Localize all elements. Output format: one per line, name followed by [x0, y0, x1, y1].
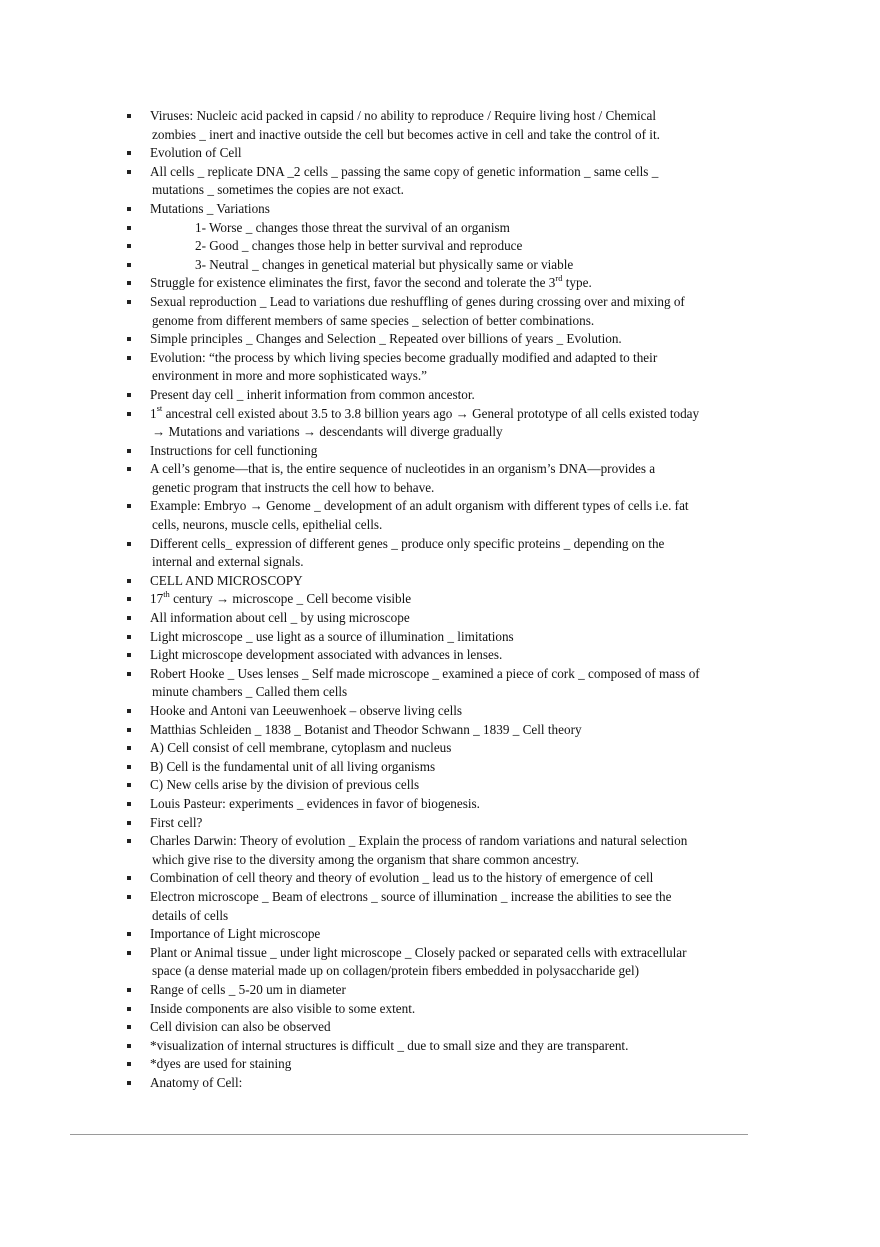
list-item — [127, 739, 757, 758]
list-item-text — [150, 1074, 757, 1093]
list-item-line — [150, 591, 411, 606]
bullet-marker — [127, 300, 131, 304]
list-item-text — [150, 293, 757, 330]
bullet-marker — [127, 263, 131, 267]
list-item-text — [150, 628, 757, 647]
list-item-text — [150, 386, 757, 405]
list-item-line: Importance of Light microscope — [150, 926, 321, 942]
list-item-text — [150, 256, 757, 275]
list-item-text — [150, 590, 757, 609]
bullet-marker — [127, 895, 131, 899]
list-item-line: Cell division can also be observed — [150, 1019, 331, 1035]
list-item-text — [150, 665, 757, 702]
text-part: 1 — [150, 405, 157, 421]
list-item-line: Evolution: “the process by which living species become gradually modified and adapted to their — [150, 349, 658, 365]
bullet-marker — [127, 579, 131, 583]
list-item — [127, 237, 757, 256]
list-item-continuation: which give rise to the diversity among the organism that share common ancestry. — [152, 851, 580, 867]
list-item-text — [150, 219, 757, 238]
list-item — [127, 497, 757, 534]
list-item-text — [150, 869, 757, 888]
list-item-text — [150, 460, 757, 497]
list-item — [127, 1074, 757, 1093]
bullet-marker — [127, 170, 131, 174]
list-item-line: Light microscope development associated with advances in lenses. — [150, 647, 503, 663]
list-item-text — [150, 739, 757, 758]
list-item-line: Evolution of Cell — [150, 145, 242, 161]
list-item — [127, 981, 757, 1000]
bullet-marker — [127, 1062, 131, 1066]
bullet-marker — [127, 876, 131, 880]
list-item — [127, 702, 757, 721]
list-item-text — [150, 200, 757, 219]
list-item-continuation: details of cells — [152, 907, 229, 923]
list-item — [127, 572, 757, 591]
list-item — [127, 1000, 757, 1019]
list-item — [127, 293, 757, 330]
list-item-line: Electron microscope _ Beam of electrons _ source of illumination _ increase the abilities to see the — [150, 888, 672, 904]
bullet-marker — [127, 1044, 131, 1048]
list-item — [127, 386, 757, 405]
list-item-line: Combination of cell theory and theory of evolution _ lead us to the history of emergence of cell — [150, 870, 654, 886]
bullet-marker — [127, 672, 131, 676]
list-item-line: All cells _ replicate DNA _2 cells _ passing the same copy of genetic information _ same cells _ — [150, 163, 659, 179]
list-item — [127, 944, 757, 981]
list-item-line: C) New cells arise by the division of previous cells — [150, 777, 420, 793]
bullet-marker — [127, 765, 131, 769]
bullet-marker — [127, 226, 131, 230]
bullet-marker — [127, 988, 131, 992]
list-item-continuation: → Mutations and variations → descendants will diverge gradually — [152, 424, 503, 440]
list-item-line: Range of cells _ 5-20 um in diameter — [150, 981, 346, 997]
list-item-text — [150, 107, 757, 144]
list-item-text — [150, 832, 757, 869]
list-item-line: A) Cell consist of cell membrane, cytoplasm and nucleus — [150, 740, 452, 756]
list-item — [127, 590, 757, 609]
list-item-line: Charles Darwin: Theory of evolution _ Explain the process of random variations and natural selection — [150, 833, 688, 849]
list-item-line: Louis Pasteur: experiments _ evidences in favor of biogenesis. — [150, 795, 480, 811]
list-item-continuation: mutations _ sometimes the copies are not exact. — [152, 182, 404, 198]
list-item-line — [150, 403, 700, 421]
list-item — [127, 814, 757, 833]
bullet-marker — [127, 356, 131, 360]
text-part: ancestral cell existed about 3.5 to 3.8 billion years ago → General prototype of all cells existed today — [162, 405, 700, 421]
list-item-text — [150, 349, 757, 386]
list-item-line: Robert Hooke _ Uses lenses _ Self made microscope _ examined a piece of cork _ composed of mass of — [150, 665, 700, 681]
list-item-continuation: space (a dense material made up on collagen/protein fibers embedded in polysaccharide gel) — [152, 963, 640, 979]
list-item-text — [150, 944, 757, 981]
list-item — [127, 832, 757, 869]
bullet-marker — [127, 449, 131, 453]
list-item-line: Matthias Schleiden _ 1838 _ Botanist and Theodor Schwann _ 1839 _ Cell theory — [150, 721, 582, 737]
list-item-text — [150, 163, 757, 200]
footer-rule — [70, 1134, 748, 1135]
list-item — [127, 758, 757, 777]
list-item-text — [150, 1055, 757, 1074]
list-item — [127, 256, 757, 275]
list-item-text — [150, 274, 757, 293]
bullet-marker — [127, 932, 131, 936]
list-item — [127, 144, 757, 163]
list-item-line: Present day cell _ inherit information from common ancestor. — [150, 386, 475, 402]
list-item — [127, 665, 757, 702]
list-item-text — [150, 442, 757, 461]
list-item-line: Sexual reproduction _ Lead to variations due reshuffling of genes during crossing over and mixing of — [150, 293, 685, 309]
list-item-line: Example: Embryo → Genome _ development of an adult organism with different types of cells i.e. fat — [150, 498, 689, 514]
list-item-line: First cell? — [150, 814, 203, 830]
list-item-text — [150, 1037, 757, 1056]
list-item-continuation: minute chambers _ Called them cells — [152, 684, 348, 700]
list-item-line: Viruses: Nucleic acid packed in capsid / no ability to reproduce / Require living host / Chemical — [150, 108, 657, 123]
bullet-marker — [127, 746, 131, 750]
list-item-text — [150, 330, 757, 349]
bullet-marker — [127, 951, 131, 955]
list-item-line: B) Cell is the fundamental unit of all living organisms — [150, 758, 436, 774]
bullet-marker — [127, 412, 131, 416]
list-item — [127, 107, 757, 144]
list-item — [127, 1055, 757, 1074]
list-item-line: 2- Good _ changes those help in better survival and reproduce — [195, 238, 523, 254]
bullet-marker — [127, 821, 131, 825]
list-item — [127, 442, 757, 461]
list-item-continuation: environment in more and more sophisticated ways.” — [152, 368, 428, 384]
list-item-text — [150, 814, 757, 833]
list-item-text — [150, 702, 757, 721]
list-item — [127, 869, 757, 888]
list-item — [127, 721, 757, 740]
list-item-text — [150, 981, 757, 1000]
bullet-marker — [127, 1081, 131, 1085]
list-item-text — [150, 888, 757, 925]
bullet-marker — [127, 207, 131, 211]
list-item-text — [150, 721, 757, 740]
list-item-line: Anatomy of Cell: — [150, 1074, 243, 1090]
list-item-line — [150, 272, 592, 291]
list-item-line: Simple principles _ Changes and Selection _ Repeated over billions of years _ Evolution. — [150, 331, 622, 347]
list-item-line: *dyes are used for staining — [150, 1056, 292, 1072]
list-item-line: Light microscope _ use light as a source of illumination _ limitations — [150, 628, 514, 644]
list-item-text — [150, 144, 757, 163]
list-item-text — [150, 237, 757, 256]
list-item — [127, 776, 757, 795]
list-item — [127, 1018, 757, 1037]
bullet-marker — [127, 337, 131, 341]
list-item-line: Different cells_ expression of different genes _ produce only specific proteins _ depending on the — [150, 535, 665, 551]
bullet-marker — [127, 1007, 131, 1011]
list-item — [127, 405, 757, 442]
list-item — [127, 888, 757, 925]
bullet-marker — [127, 597, 131, 601]
list-item — [127, 274, 757, 293]
list-item — [127, 200, 757, 219]
list-item-text — [150, 609, 757, 628]
list-item-text — [150, 535, 757, 572]
list-item — [127, 925, 757, 944]
bullet-marker — [127, 728, 131, 732]
list-item-line: *visualization of internal structures is difficult _ due to small size and they are transparent. — [150, 1037, 629, 1053]
list-item-text — [150, 572, 757, 591]
list-item-line: 3- Neutral _ changes in genetical material but physically same or viable — [195, 256, 574, 272]
text-part: 17 — [150, 591, 164, 607]
bullet-marker — [127, 542, 131, 546]
list-item — [127, 535, 757, 572]
list-item — [127, 349, 757, 386]
list-item-text — [150, 1000, 757, 1019]
bullet-marker — [127, 616, 131, 620]
bullet-marker — [127, 709, 131, 713]
list-item-continuation: internal and external signals. — [152, 554, 304, 570]
bullet-marker — [127, 281, 131, 285]
superscript: st — [156, 403, 163, 414]
list-item-continuation: cells, neurons, muscle cells, epithelial cells. — [152, 517, 383, 533]
list-item-text — [150, 795, 757, 814]
bullet-marker — [127, 783, 131, 787]
superscript: rd — [555, 272, 563, 283]
superscript: th — [163, 589, 170, 600]
list-item-text — [150, 776, 757, 795]
list-item-line: All information about cell _ by using microscope — [150, 610, 410, 626]
bullet-marker — [127, 393, 131, 397]
bullet-list — [127, 107, 757, 1092]
list-item-text — [150, 925, 757, 944]
list-item-line: 1- Worse _ changes those threat the survival of an organism — [195, 219, 510, 235]
list-item-line: A cell’s genome—that is, the entire sequence of nucleotides in an organism’s DNA—provides a — [150, 461, 656, 477]
list-item — [127, 330, 757, 349]
bullet-marker — [127, 653, 131, 657]
list-item-text — [150, 405, 757, 442]
bullet-marker — [127, 467, 131, 471]
bullet-marker — [127, 802, 131, 806]
list-item — [127, 795, 757, 814]
text-part: type. — [562, 275, 592, 291]
list-item — [127, 1037, 757, 1056]
list-item — [127, 646, 757, 665]
list-item-text — [150, 497, 757, 534]
list-item-continuation: genetic program that instructs the cell how to behave. — [152, 479, 435, 495]
list-item-line: CELL AND MICROSCOPY — [150, 572, 303, 588]
list-item-text — [150, 1018, 757, 1037]
list-item — [127, 219, 757, 238]
list-item-text — [150, 646, 757, 665]
list-item-continuation: genome from different members of same species _ selection of better combinations. — [152, 312, 595, 328]
bullet-marker — [127, 1025, 131, 1029]
list-item-line: Hooke and Antoni van Leeuwenhoek – observe living cells — [150, 703, 463, 718]
list-item-text — [150, 758, 757, 777]
bullet-marker — [127, 244, 131, 248]
list-item-line: Instructions for cell functioning — [150, 442, 318, 458]
list-item — [127, 163, 757, 200]
bullet-marker — [127, 114, 131, 118]
list-item-continuation: zombies _ inert and inactive outside the cell but becomes active in cell and take the control of it. — [152, 126, 660, 142]
bullet-marker — [127, 151, 131, 155]
text-part: Struggle for existence eliminates the first, favor the second and tolerate the 3 — [150, 275, 556, 291]
bullet-marker — [127, 635, 131, 639]
text-part: century → microscope _ Cell become visible — [169, 591, 412, 607]
list-item — [127, 460, 757, 497]
list-item-line: Mutations _ Variations — [150, 200, 270, 216]
list-item — [127, 609, 757, 628]
bullet-marker — [127, 504, 131, 508]
bullet-marker — [127, 839, 131, 843]
list-item-line: Plant or Animal tissue _ under light microscope _ Closely packed or separated cells with extracellular — [150, 944, 687, 960]
list-item — [127, 628, 757, 647]
list-item-line: Inside components are also visible to some extent. — [150, 1000, 416, 1016]
